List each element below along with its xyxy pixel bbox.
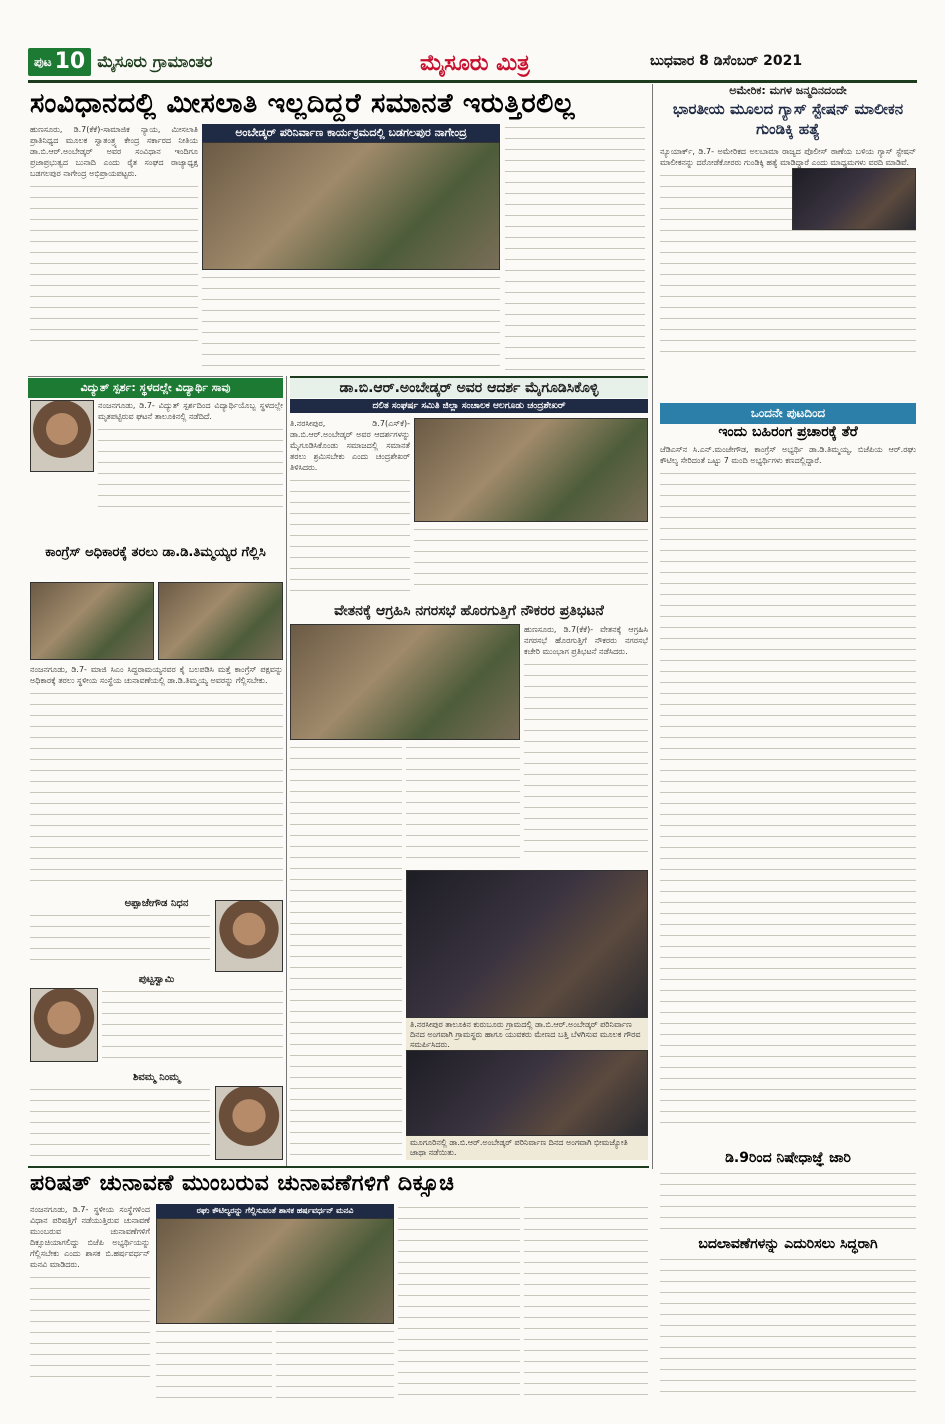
council-photo — [156, 1218, 394, 1324]
right-column-divider — [652, 84, 653, 1169]
masthead-left — [28, 48, 213, 76]
student-photo — [30, 400, 94, 472]
congress-body — [30, 664, 283, 894]
congress-headline: ಕಾಂಗ್ರೆಸ್ ಅಧಿಕಾರಕ್ಕೆ ತರಲು ಡಾ.ಡಿ.ತಿಮ್ಮಯ್ಯರ ಗೆಲ್ಲಿಸಿ — [45, 545, 266, 560]
obit-body-1 — [30, 912, 210, 968]
protest-photo — [290, 624, 520, 740]
obit-photo-1 — [215, 900, 283, 972]
america-kicker: ಅಮೇರಿಕ: ಮಗಳ ಜನ್ಮದಿನದಂದೇ — [729, 84, 847, 97]
protest-headline: ವೇತನಕ್ಕೆ ಆಗ್ರಹಿಸಿ ನಗರಸಭೆ ಹೊರಗುತ್ತಿಗೆ ನೌಕರರ ಪ್ರತಿಭಟನೆ — [334, 603, 604, 619]
ambedkar-photo — [414, 418, 648, 522]
america-headline: ಭಾರತೀಯ ಮೂಲದ ಗ್ಯಾಸ್ ಸ್ಟೇಷನ್ ಮಾಲೀಕನ ಗುಂಡಿಕ್ಕಿ ಹತ್ಯೆ — [672, 100, 904, 138]
masthead-rule — [28, 80, 917, 83]
student-death-top-rule — [28, 376, 283, 377]
america-lede: ನ್ಯೂಯಾರ್ಕ್, ಡಿ.7- ಅಮೇರಿಕದ ಅಲಬಾಮಾ ರಾಜ್ಯದ ಪೊಲೀಸ್ ಠಾಣೆಯ ಬಳಿಯ ಗ್ಯಾಸ್ ಸ್ಟೇಷನ್ ಮಾಲೀಕನನ್ನು ದರೋಡೆಕೋರರು ಗುಂಡಿಕ್ಕಿ ಹತ್ಯೆ ಮಾಡಿದ್ದಾರೆ ಎಂದು ಮಾಧ್ಯಮಗಳು ವರದಿ ಮಾಡಿವೆ. — [660, 147, 916, 167]
change-headline: ಬದಲಾವಣೆಗಳನ್ನು ಎದುರಿಸಲು ಸಿದ್ಧರಾಗಿ — [698, 1236, 878, 1252]
page-label: ಪುಟ — [34, 54, 52, 69]
council-column-1 — [30, 1204, 150, 1400]
ambedkar-column-1 — [290, 418, 410, 594]
page-number: 10 — [54, 49, 86, 74]
lead-column-2 — [202, 274, 500, 372]
page-number-box — [28, 48, 91, 76]
congress-lede: ನಂಜನಗೂಡು, ಡಿ.7- ಮಾಜಿ ಸಿಎಂ ಸಿದ್ದರಾಮಯ್ಯನವರ ಕೈ ಬಲಪಡಿಸಿ ಮತ್ತೆ ಕಾಂಗ್ರೆಸ್ ಪಕ್ಷವನ್ನು ಅಧಿಕಾರಕ್ಕೆ ತರಲು ಸ್ಥಳೀಯ ಸಂಸ್ಥೆಯ ಚುನಾವಣೆಯಲ್ಲಿ ಡಾ.ಡಿ.ತಿಮ್ಮಯ್ಯ ಅವರನ್ನು ಗೆಲ್ಲಿಸಬೇಕು. — [30, 665, 283, 685]
change-body — [660, 1256, 916, 1398]
obit-heading-3: ಶಿವಮ್ಮ ನಿಂಮ್ಮ — [132, 1072, 181, 1083]
ambedkar-body-text — [290, 477, 410, 594]
paper-logo: ಮೈಸೂರು ಮಿತ್ರ — [420, 50, 530, 76]
council-lede: ನಂಜನಗೂಡು, ಡಿ.7- ಸ್ಥಳೀಯ ಸಂಸ್ಥೆಗಳಿಂದ ವಿಧಾನ ಪರಿಷತ್ತಿಗೆ ನಡೆಯುತ್ತಿರುವ ಚುನಾವಣೆ ಮುಂಬರುವ ಚುನಾವಣೆಗಳಿಗೆ ದಿಕ್ಸೂಚಿಯಾಗಲಿದ್ದು ಬಿಜೆಪಿ ಅಭ್ಯರ್ಥಿಯನ್ನು ಗೆಲ್ಲಿಸಬೇಕು ಎಂದು ಶಾಸಕ ಬಿ.ಹರ್ಷವರ್ಧನ್ ಮನವಿ ಮಾಡಿದರು. — [30, 1205, 150, 1269]
lead-body-text — [30, 183, 198, 343]
council-column-3 — [276, 1328, 394, 1400]
protest-column-1 — [524, 624, 648, 864]
from-page-one-label: ಒಂದನೇ ಪುಟದಿಂದ — [660, 403, 916, 424]
protest-column-3 — [406, 744, 520, 864]
lead-lede: ಹುಣಸೂರು, ಡಿ.7(ಕೆಕೆ)-ಸಾಮಾಜಿಕ ನ್ಯಾಯ, ಮೀಸಲಾತಿ ಪ್ರಾತಿನಿಧ್ಯದ ಮೂಲಕ ಸ್ವಾತಂತ್ರ್ಯ ಕೇಂದ್ರ ಸರ್ಕಾರದ ನೀತಿಯ ಡಾ.ಬಿ.ಆರ್.ಅಂಬೇಡ್ಕರ್ ಅವರ ಸಂವಿಧಾನ ಇಂದಿಗೂ ಪ್ರಜಾಪ್ರಭುತ್ವದ ಬುನಾದಿ ಎಂದು ರೈತ ಸಂಘದ ರಾಜ್ಯಾಧ್ಯಕ್ಷ ಬಡಗಲಪುರ ನಾಗೇಂದ್ರ ಅಭಿಪ್ರಾಯಪಟ್ಟರು. — [30, 125, 198, 178]
student-death-lede: ನಂಜನಗೂಡು, ಡಿ.7- ವಿದ್ಯುತ್ ಸ್ಪರ್ಶದಿಂದ ವಿದ್ಯಾರ್ಥಿಯೊಬ್ಬ ಸ್ಥಳದಲ್ಲೇ ಮೃತಪಟ್ಟಿರುವ ಘಟನೆ ತಾಲೂಕಿನಲ್ಲಿ ನಡೆದಿದೆ. — [98, 401, 283, 421]
issue-date: ಬುಧವಾರ 8 ಡಿಸೆಂಬರ್ 2021 — [650, 53, 803, 69]
council-column-5 — [524, 1204, 648, 1400]
from-page-one-headline: ಇಂದು ಬಹಿರಂಗ ಪ್ರಚಾರಕ್ಕೆ ತೆರೆ — [718, 424, 858, 440]
section-title: ಮೈಸೂರು ಗ್ರಾಮಾಂತರ — [97, 52, 213, 71]
ambedkar-lede: ತಿ.ನರಸೀಪುರ, ಡಿ.7(ಎಸ್‌ಕೆ)- ಡಾ.ಬಿ.ಆರ್.ಅಂಬೇಡ್ಕರ್ ಅವರ ಆದರ್ಶಗಳನ್ನು ಮೈಗೂಡಿಸಿಕೊಂಡು ಸಮಾಜದಲ್ಲಿ ಸಮಾನತೆ ತರಲು ಶ್ರಮಿಸಬೇಕು ಎಂದು ಚಂದ್ರಶೇಖರ್ ತಿಳಿಸಿದರು. — [290, 419, 410, 472]
student-death-body — [98, 400, 283, 536]
mid-column-divider — [286, 376, 287, 1168]
lead-column-1 — [30, 124, 198, 372]
lead-column-3 — [505, 124, 645, 372]
obit-body-2 — [102, 988, 283, 1064]
protest-body-text — [524, 661, 648, 857]
candle-photo — [406, 870, 648, 1018]
congress-photo-2 — [158, 582, 283, 660]
congress-body-text — [30, 690, 283, 886]
march-caption: ಮೂಗೂರಿನಲ್ಲಿ ಡಾ.ಬಿ.ಆರ್.ಅಂಬೇಡ್ಕರ್ ಪರಿನಿರ್ವಾಣ ದಿನದ ಅಂಗವಾಗಿ ಭೀಮಜ್ಯೋತಿ ಜಾಥಾ ನಡೆಯಿತು. — [406, 1136, 648, 1160]
section144-body — [660, 1170, 916, 1230]
from-page-one-body — [660, 444, 916, 1134]
student-death-body-text — [98, 426, 283, 516]
gun-photo — [792, 168, 916, 230]
ambedkar-column-2 — [414, 526, 648, 594]
council-photo-caption: ರಘು ಕೌಟಿಲ್ಯರನ್ನು ಗೆಲ್ಲಿಸುವಂತೆ ಶಾಸಕ ಹರ್ಷವರ್ಧನ್ ಮನವಿ — [156, 1204, 394, 1218]
council-column-4 — [398, 1204, 520, 1400]
obit-heading-2: ಪುಟ್ಟಸ್ವಾಮಿ — [138, 974, 175, 985]
march-photo — [406, 1050, 648, 1136]
council-column-2 — [156, 1328, 272, 1400]
candle-caption: ತಿ.ನರಸೀಪುರ ತಾಲೂಕಿನ ಕುರುಬೂರು ಗ್ರಾಮದಲ್ಲಿ ಡಾ.ಬಿ.ಆರ್.ಅಂಬೇಡ್ಕರ್ ಪರಿನಿರ್ವಾಣ ದಿನದ ಅಂಗವಾಗಿ ಗ್ರಾಮಸ್ಥರು ಹಾಗೂ ಯುವಕರು ಮೇಣದ ಬತ್ತಿ ಬೆಳಗಿಸುವ ಮೂಲಕ ಗೌರವ ಸಮರ್ಪಿಸಿದರು. — [406, 1018, 648, 1052]
ambedkar-headline: ಡಾ.ಬಿ.ಆರ್.ಅಂಬೇಡ್ಕರ್ ಅವರ ಆದರ್ಶ ಮೈಗೂಡಿಸಿಕೊಳ್ಳಿ — [290, 376, 648, 398]
section144-headline: ಡಿ.9ರಿಂದ ನಿಷೇಧಾಜ್ಞೆ ಜಾರಿ — [725, 1150, 851, 1166]
congress-photo-1 — [30, 582, 154, 660]
obit-body-3 — [30, 1086, 210, 1160]
from-page-one-lede: ಜೆಡಿಎಸ್‌ನ ಸಿ.ಎನ್.ಮಂಜೇಗೌಡ, ಕಾಂಗ್ರೆಸ್ ಅಭ್ಯರ್ಥಿ ಡಾ.ಡಿ.ತಿಮ್ಮಯ್ಯ, ಬಿಜೆಪಿಯ ಆರ್.ರಘು ಕೌಟಿಲ್ಯ ಸೇರಿದಂತೆ ಒಟ್ಟು 7 ಮಂದಿ ಅಭ್ಯರ್ಥಿಗಳು ಕಣದಲ್ಲಿದ್ದಾರೆ. — [660, 445, 916, 465]
council-body-text — [30, 1274, 150, 1384]
obit-photo-3 — [215, 1086, 283, 1160]
lead-photo-caption: ಅಂಬೇಡ್ಕರ್ ಪರಿನಿರ್ವಾಣ ಕಾರ್ಯಕ್ರಮದಲ್ಲಿ ಬಡಗಲಪುರ ನಾಗೇಂದ್ರ — [202, 124, 500, 142]
obit-heading-1: ಅಪ್ಪಾಜೇಗೌಡ ನಿಧನ — [124, 898, 189, 909]
council-headline: ಪರಿಷತ್ ಚುನಾವಣೆ ಮುಂಬರುವ ಚುನಾವಣೆಗಳಿಗೆ ದಿಕ್ಸೂಚಿ — [30, 1171, 455, 1196]
lead-photo — [202, 142, 500, 270]
protest-lede: ಹುಣಸೂರು, ಡಿ.7(ಕೆಕೆ)- ವೇತನಕ್ಕೆ ಆಗ್ರಹಿಸಿ ನಗರಸಭೆ ಹೊರಗುತ್ತಿಗೆ ನೌಕರರು ನಗರಸಭೆ ಕಚೇರಿ ಮುಂಭಾಗ ಪ್ರತಿಭಟನೆ ನಡೆಸಿದರು. — [524, 625, 648, 656]
protest-column-2 — [290, 744, 402, 1164]
student-death-headline: ವಿದ್ಯುತ್ ಸ್ಪರ್ಶ: ಸ್ಥಳದಲ್ಲೇ ವಿದ್ಯಾರ್ಥಿ ಸಾವು — [28, 378, 283, 398]
obit-photo-2 — [30, 988, 98, 1062]
from-page-one-body-text — [660, 470, 916, 1130]
lead-headline: ಸಂವಿಧಾನದಲ್ಲಿ ಮೀಸಲಾತಿ ಇಲ್ಲದಿದ್ದರೆ ಸಮಾನತೆ ಇರುತ್ತಿರಲಿಲ್ಲ — [30, 88, 576, 119]
ambedkar-subheadline: ದಲಿತ ಸಂಘರ್ಷ ಸಮಿತಿ ಜಿಲ್ಲಾ ಸಂಚಾಲಕ ಆಲಗೂಡು ಚಂದ್ರಶೇಖರ್ — [290, 399, 648, 413]
